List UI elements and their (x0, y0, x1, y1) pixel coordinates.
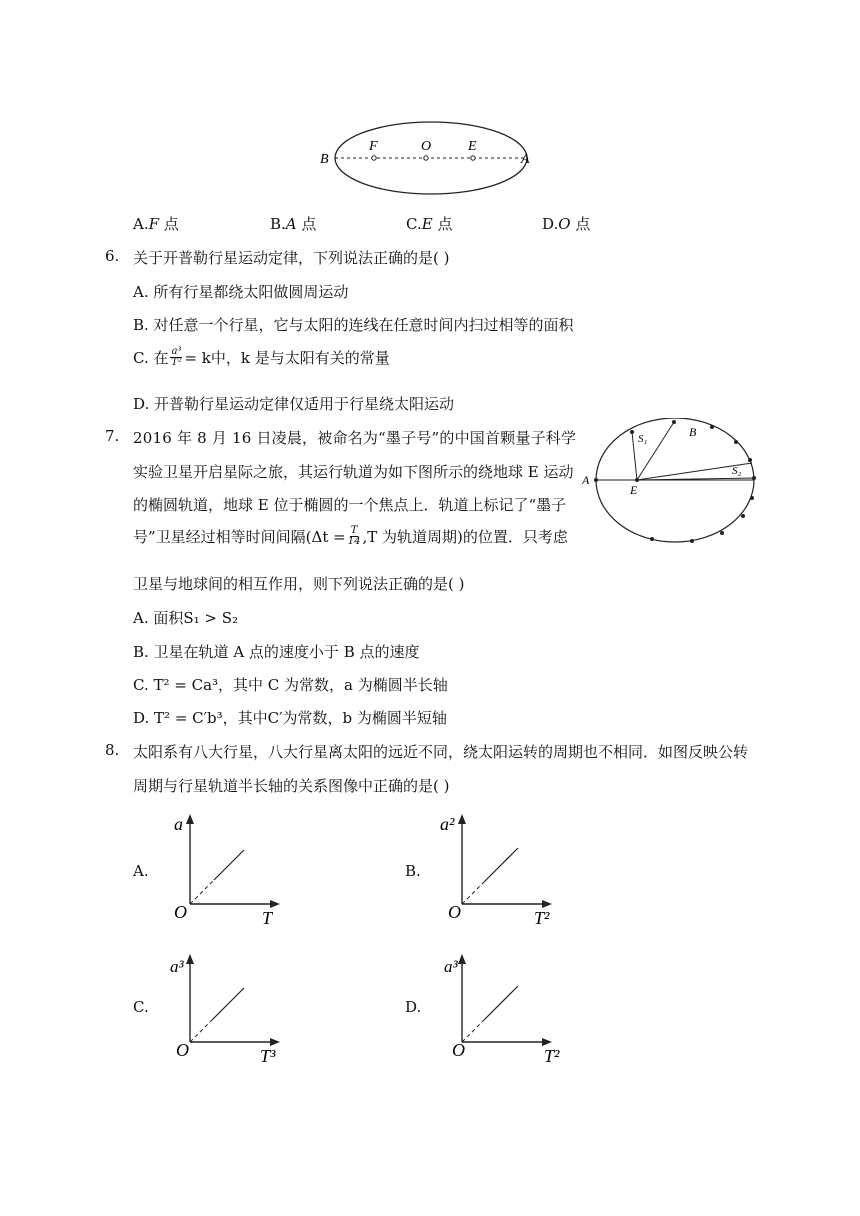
orbit-figure-q7 (582, 418, 762, 554)
q7-option-c[interactable]: C. T² = Ca³，其中 C 为常数，a 为椭圆半长轴 (133, 676, 448, 694)
q5-option-a[interactable]: A.F 点 (133, 215, 179, 233)
label-B: B (689, 425, 697, 439)
svg-text:O: O (176, 1040, 189, 1060)
svg-text:a³: a³ (170, 957, 184, 976)
q5-option-d[interactable]: D.O 点 (542, 215, 591, 233)
label-E: E (630, 483, 638, 497)
label-S1: S₁ (638, 433, 648, 445)
q7-line2: 实验卫星开启星际之旅，其运行轨道为如下图所示的绕地球 E 运动 (133, 463, 574, 481)
svg-text:O: O (448, 902, 461, 922)
q6-option-b[interactable]: B. 对任意一个行星，它与太阳的连线在任意时间内扫过相等的面积 (133, 316, 574, 334)
svg-text:T: T (262, 908, 273, 928)
label-F: F (369, 139, 378, 154)
q7-option-d[interactable]: D. T² = C′b³，其中C′为常数，b 为椭圆半短轴 (133, 709, 447, 727)
ellipse-figure-q5 (316, 120, 546, 196)
graph-a (168, 812, 288, 930)
q6-option-d[interactable]: D. 开普勒行星运动定律仅适用于行星绕太阳运动 (133, 395, 455, 413)
q7-option-a[interactable]: A. 面积S₁ > S₂ (133, 609, 239, 627)
fraction-numerator: a³ (171, 346, 182, 357)
svg-text:a³: a³ (444, 957, 458, 976)
label-B: B (320, 152, 329, 167)
q7-line4: 号”卫星经过相等时间间隔(Δt = $\frac{T}{14}$ ,T 为轨道周期)的位置．只考虑 (133, 525, 568, 547)
svg-text:T²: T² (544, 1046, 560, 1066)
q5-option-b[interactable]: B.A 点 (270, 215, 317, 233)
q7-option-b[interactable]: B. 卫星在轨道 A 点的速度小于 B 点的速度 (133, 643, 420, 661)
q5-option-c[interactable]: C.E 点 (406, 215, 453, 233)
label-A: A (521, 152, 530, 167)
svg-text:T³: T³ (260, 1046, 276, 1066)
label-E: E (468, 139, 477, 154)
q8-option-b[interactable]: B. (405, 862, 421, 880)
graph-d (440, 950, 570, 1068)
graph-b (440, 812, 570, 930)
svg-text:a²: a² (440, 814, 455, 834)
q6-option-a[interactable]: A. 所有行星都绕太阳做圆周运动 (133, 283, 349, 301)
q8-line1: 太阳系有八大行星，八大行星离太阳的远近不同，绕太阳运转的周期也不相同．如图反映公转 (133, 743, 749, 761)
q8-number: 8. (105, 741, 120, 759)
q8-option-c[interactable]: C. (133, 998, 149, 1016)
svg-text:T²: T² (534, 908, 550, 928)
q7-line1: 2016 年 8 月 16 日凌晨，被命名为“墨子号”的中国首颗量子科学 (133, 429, 577, 447)
label-A: A (582, 473, 590, 487)
q6-option-c[interactable]: C. 在 $\frac{\text{a³}}{\text{T²}}$ = k中，k 是与太阳有关的常量 (133, 346, 390, 368)
q8-option-a[interactable]: A. (133, 862, 149, 880)
q6-number: 6. (105, 247, 120, 265)
q7-line5: 卫星与地球间的相互作用，则下列说法正确的是( ) (133, 575, 465, 593)
svg-text:O: O (452, 1040, 465, 1060)
q7-number: 7. (105, 427, 120, 445)
q8-option-d[interactable]: D. (405, 998, 422, 1016)
graph-c (168, 950, 288, 1068)
label-O: O (421, 139, 432, 154)
q8-line2: 周期与行星轨道半长轴的关系图像中正确的是( ) (133, 777, 450, 795)
label-S2: S₂ (732, 465, 742, 477)
q7-line3: 的椭圆轨道，地球 E 位于椭圆的一个焦点上．轨道上标记了“墨子 (133, 496, 567, 514)
svg-text:O: O (174, 902, 187, 922)
svg-text:a: a (174, 814, 183, 834)
q6-stem: 关于开普勒行星运动定律，下列说法正确的是( ) (133, 249, 450, 267)
fraction-denominator: T² (171, 357, 182, 368)
